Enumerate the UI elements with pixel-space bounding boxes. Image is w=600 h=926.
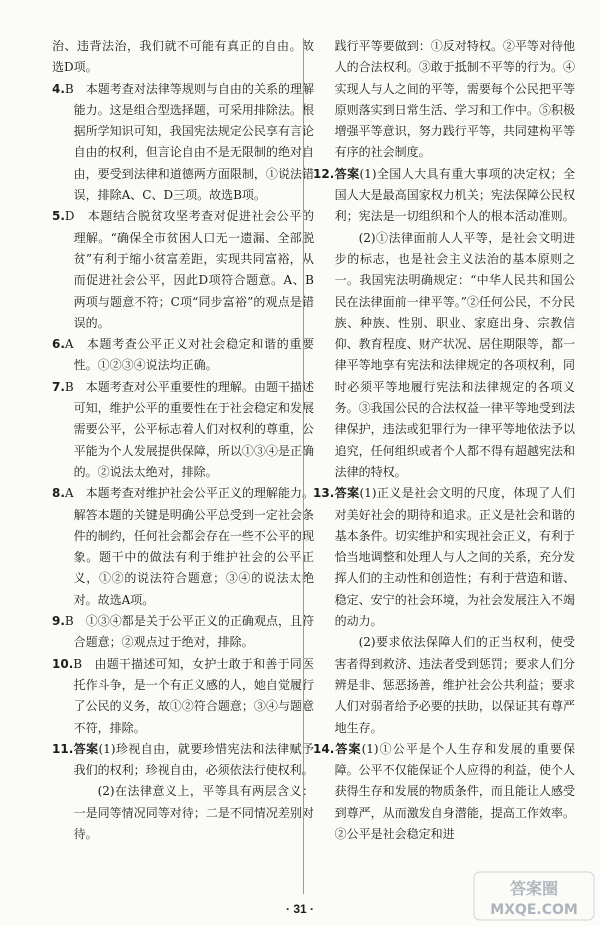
q11-part2: (2)在法律意义上，平等具有两层含义：一是同等情况同等对待；二是不同情况差别对待。 [73,784,314,841]
q13-number: 13. [313,486,335,501]
watermark-line1: 答案圈 [509,879,559,898]
q5-answer [52,206,314,334]
q9-answer [52,611,314,654]
q4-text: B 本题考查对法律等规则与自由的关系的理解能力。这是组合型选择题，可采用排除法。根据所学知识可知，我国宪法规定公民享有言论自由的权利，但言论自由不是无限制的绝对自由，要受到法律和道德两方面限制，①说法错误，排除A、C、D三项。故选B项。 [64,81,314,203]
q13-part2: (2)要求依法保障人们的正当权利，使受害者得到救济、违法者受到惩罚；要求人们分辨是非、惩恶扬善，维护社会公共利益；要求人们对弱者给予必要的扶助，以保证其有尊严地生存。 [334,635,575,735]
q11-continuation: 践行平等要做到：①反对特权。②平等对待他人的合法权利。③敢于抵制不平等的行为。④实现人与人之间的平等，需要每个公民把平等原则落实到日常生活、学习和工作中。⑤积极增强平等意识，努力践行平等，共同建构平等有序的社会制度。 [334,39,575,160]
q7-number: 7. [52,379,65,394]
q12-number: 12. [313,166,335,181]
q12-answer-label: 答案 [334,166,360,181]
page-number: · 31 · [285,902,314,916]
q9-number: 9. [52,614,65,629]
q6-number: 6. [52,337,65,352]
q8-text: A 本题考查对维护社会公平正义的理解能力。解答本题的关键是明确公平总受到一定社会条件的制约，任何社会都会存在一些不公平的现象。题干中的做法有利于维护社会的公平正义，①②的说法符合题意；③④的说法太绝对。故选A项。 [64,486,314,607]
q14-answer-label: 答案 [334,741,362,756]
q13-answer [313,483,575,632]
q6-answer [52,334,314,377]
q10-answer [52,654,314,739]
q7-text: B 本题考查对公平重要性的理解。由题干描述可知，维护公平的重要性在于社会稳定和发展需要公平，公平标志着人们对权利的尊重，公平能为个人发展提供保障，所以①③④是正确的。②说法太绝对，排除。 [64,379,314,479]
q14-part1: (1)①公平是个人生存和发展的重要保障。公平不仅能保证个人应得的利益，使个人获得生存和发展的物质条件，而且能让人感受到尊严，从而激发自身潜能，提高工作效率。②公平是社会稳定和进 [334,741,575,841]
column-divider [303,38,304,894]
q11-answer-label: 答案 [73,741,99,756]
watermark-logo [472,870,596,922]
q10-text: B 由题干描述可知，女护士敢于和善于同医托作斗争，是一个有正义感的人，她自觉履行了公民的义务，故①②符合题意；③④与题意不符，排除。 [73,656,314,735]
watermark-line2: MXQE.COM [490,902,578,918]
q11-part1: (1)珍视自由，就要珍惜宪法和法律赋予我们的权利；珍视自由，必须依法行使权利。 [73,741,314,778]
right-column [313,36,575,845]
left-column [52,36,314,845]
q7-answer [52,377,314,483]
q12-part1: (1)全国人大具有重大事项的决定权；全国人大是最高国家权力机关；宪法保障公民权利；宪法是一切组织和个人的根本活动准则。 [334,166,575,224]
q12-part2: (2)①法律面前人人平等，是社会文明进步的标志，也是社会主义法治的基本原则之一。我国宪法明确规定：“中华人民共和国公民在法律面前一律平等。”②任何公民，不分民族、种族、性别、职业、家庭出身、宗教信仰、教育程度、财产状况、居住期限等，都一律平等地享有宪法和法律规定的各项权利，同时必须平等地履行宪法和法律规定的各项义务。③我国公民的合法权益一律平等地受到法律保护，违法或犯罪行为一律平等地依法予以追究，任何组织或者个人都不得有超越宪法和法律的特权。 [334,230,575,479]
q14-number: 14. [313,741,335,756]
q3-answer-tail: 治、违背法治，我们就不可能有真正的自由。故选D项。 [52,39,314,75]
q5-number: 5. [52,209,65,224]
q11-answer [52,739,314,782]
q8-number: 8. [52,486,65,501]
q8-answer [52,483,314,611]
q13-answer-label: 答案 [334,486,360,501]
q9-text: B ①③④都是关于公平正义的正确观点，且符合题意；②观点过于绝对，排除。 [64,614,314,650]
q5-text: D 本题结合脱贫攻坚考查对促进社会公平的理解。“确保全市贫困人口无一遗漏、全部脱贫”有利于缩小贫富差距，实现共同富裕，从而促进社会公平，因此D项符合题意。A、B两项与题意不符；C项“同步富裕”的观点是错误的。 [64,209,314,330]
q13-part1: (1)正义是社会文明的尺度，体现了人们对美好社会的期待和追求。正义是社会和谐的基本条件。切实维护和实现社会正义，有利于恰当地调整和处理人与人之间的关系，充分发挥人们的主动性和创造性；有利于营造和谐、稳定、安宁的社会环境，为社会发展注入不竭的动力。 [334,486,575,629]
q10-number: 10. [52,656,74,671]
q6-text: A 本题考查公平正义对社会稳定和谐的重要性。①②③④说法均正确。 [64,337,314,373]
q11-number: 11. [52,741,74,756]
q4-answer [52,79,314,207]
q12-answer [313,164,575,228]
q4-number: 4. [52,81,65,96]
q14-answer [313,739,575,845]
